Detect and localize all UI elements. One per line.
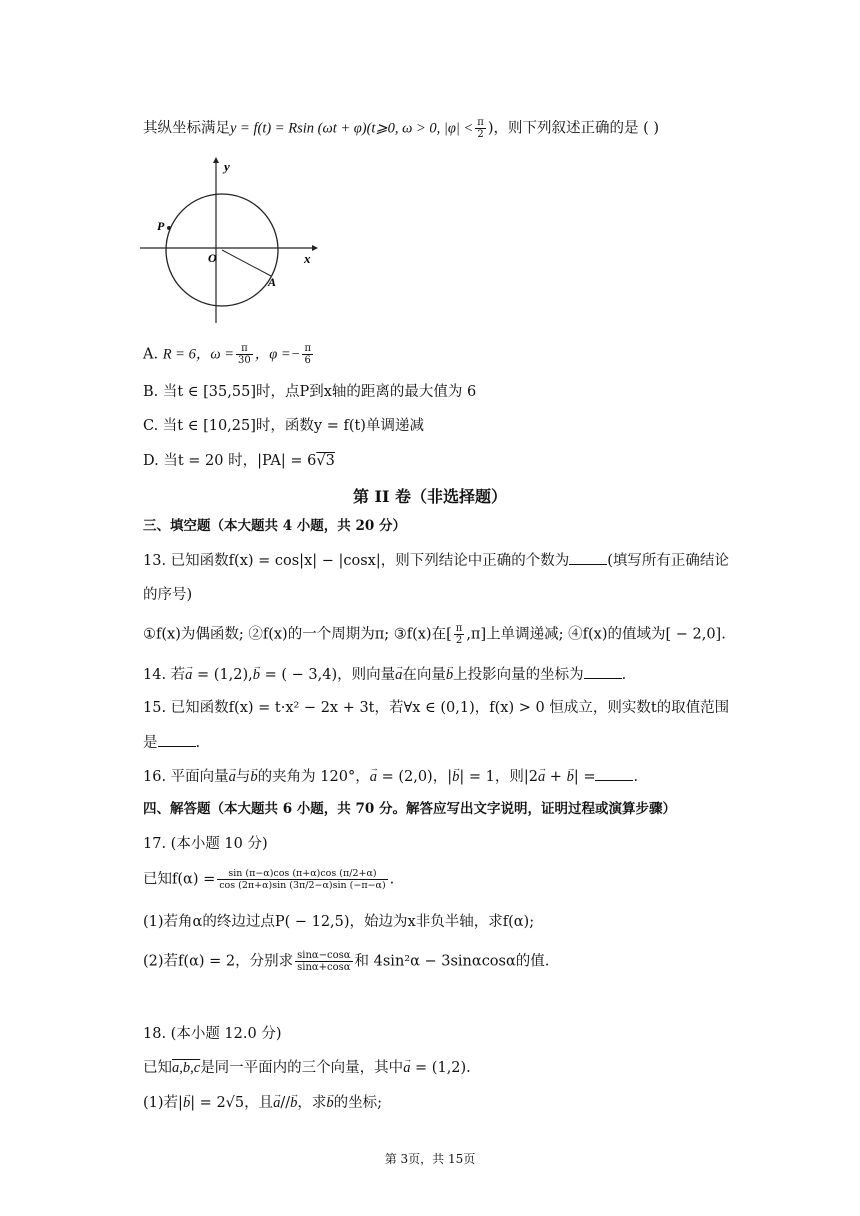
q14: 14. 若→ a = (1,2),→ b = ( − 3,4)，则向量→ a在向量→ b上投影向量的坐标为 . bbox=[143, 664, 626, 685]
q13-line2: 的序号) bbox=[143, 587, 193, 603]
label-p: P bbox=[157, 219, 165, 233]
answer-blank bbox=[569, 550, 607, 565]
q17-part1: (1)若角α的终边过点P( − 12,5)，始边为x非负半轴，求f(α); bbox=[143, 914, 535, 930]
intro-line: 其纵坐标满足y = f(t) = Rsin (ωt + φ)(t⩾0, ω > 0, |φ| < $\frac{\pi}{2}$ )，则下列叙述正确的是 ( ) bbox=[143, 117, 660, 140]
label-o: O bbox=[208, 251, 217, 265]
unit-circle-figure bbox=[140, 155, 320, 325]
option-a: A. R = 6，ω = $\frac{\pi}{30}$ ，φ =− $\frac{\pi}{6}$ bbox=[143, 343, 312, 366]
q17-known: 已知f(α) = $\frac{\sin (\pi-\alpha)\cos (\pi+\alpha)\cos (\pi/2+\alpha)}{\cos (2\pi+\alpha)\sin (3\pi/2-\alpha)\sin (-\pi-\alpha)}$ . bbox=[143, 868, 395, 891]
part-3-heading: 三、填空题（本大题共 4 小题，共 20 分） bbox=[143, 518, 406, 534]
q16: 16. 平面向量→ a与→ b的夹角为 120°，→ a = (2,0)，|→ b| = 1，则|2→ a + → b| = . bbox=[143, 766, 638, 787]
section-2-title: 第 II 卷（非选择题） bbox=[352, 487, 508, 506]
q18-known: 已知a,b,c是同一平面内的三个向量，其中→ a = (1,2). bbox=[143, 1058, 471, 1078]
part-4-heading: 四、解答题（本大题共 6 小题，共 70 分。解答应写出文字说明，证明过程或演算步骤） bbox=[143, 801, 676, 817]
label-y: y bbox=[224, 159, 230, 174]
option-c: C. 当t ∈ [10,25]时，函数y = f(t)单调递减 bbox=[143, 418, 424, 434]
q13-line1: 13. 已知函数f(x) = cos|x| − |cosx|，则下列结论中正确的个数为 (填写所有正确结论 bbox=[143, 550, 729, 571]
q17-head: 17. (本小题 10 分) bbox=[143, 836, 268, 852]
q18-head: 18. (本小题 12.0 分) bbox=[143, 1026, 282, 1042]
q13-line3: ①f(x)为偶函数; ②f(x)的一个周期为π; ③f(x)在[ $\frac{\pi}{2}$ ,π]上单调递减; ④f(x)的值域为[ − 2,0]. bbox=[143, 623, 726, 646]
q18-part1: (1)若|→ b| = 2√5，且→ a//→ b，求→ b的坐标; bbox=[143, 1093, 382, 1113]
label-a: A bbox=[268, 275, 277, 289]
q15-line1: 15. 已知函数f(x) = t·x² − 2x + 3t，若∀x ∈ (0,1)，f(x) > 0 恒成立，则实数t的取值范围 bbox=[143, 700, 730, 716]
label-x: x bbox=[304, 251, 311, 266]
intro-fraction: $\frac{\pi}{2}$ bbox=[477, 117, 484, 140]
q15-line2: 是 . bbox=[143, 732, 200, 753]
page-footer: 第 3页，共 15页 bbox=[384, 1152, 476, 1166]
option-b: B. 当t ∈ [35,55]时，点P到x轴的距离的最大值为 6 bbox=[143, 384, 477, 400]
option-d: D. 当t = 20 时，|PA| = 6√3 bbox=[143, 453, 335, 469]
q17-part2: (2)若f(α) = 2，分别求 $\frac{\sin\alpha-\cos\alpha}{\sin\alpha+\cos\alpha}$ 和 4sin²α − 3sinαcosα的值. bbox=[143, 950, 550, 973]
